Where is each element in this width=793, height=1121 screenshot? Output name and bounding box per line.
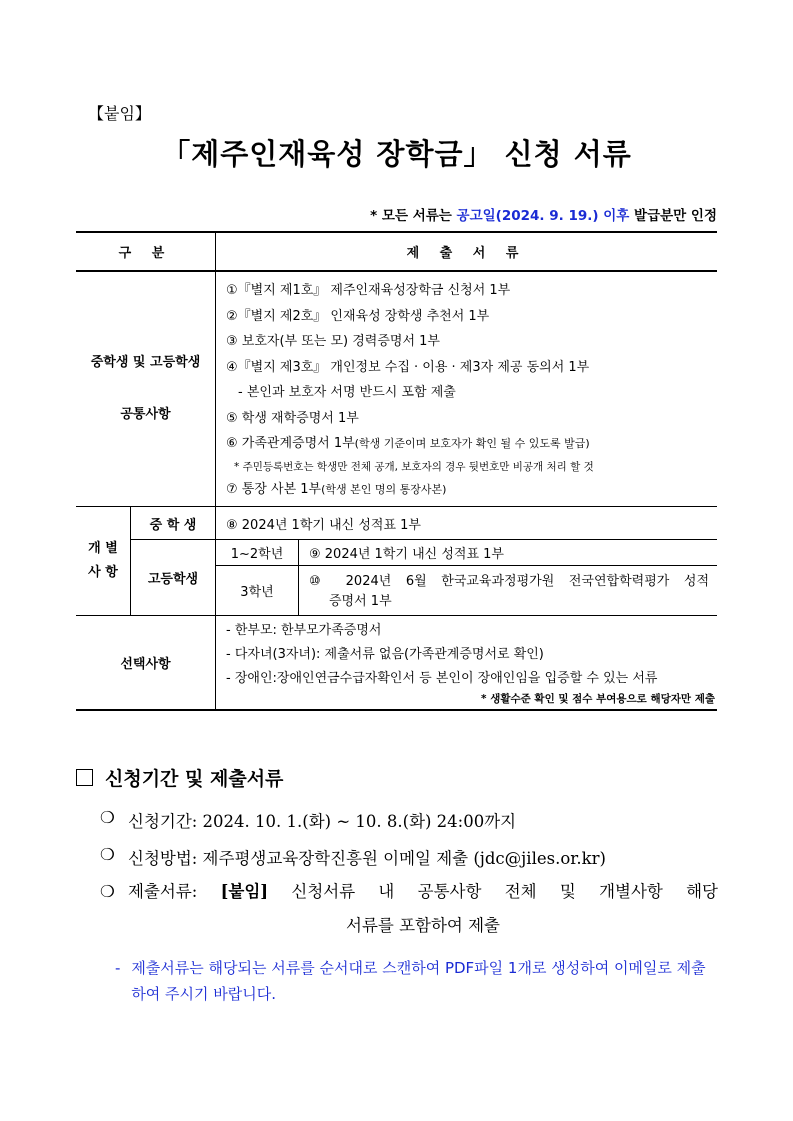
list-item: - 한부모: 한부모가족증명서 (226, 623, 382, 638)
common-label: 중학생 및 고등학생 공통사항 (76, 271, 216, 507)
documents-table (76, 231, 717, 711)
circle-bullet-icon: ❍ (100, 882, 115, 901)
section-heading: 신청기간 및 제출서류 (76, 764, 283, 791)
issue-date-notice: * 모든 서류는 공고일(2024. 9. 19.) 이후 발급분만 인정 (370, 208, 717, 224)
common-row (76, 271, 717, 507)
grade-3: 3학년 (216, 566, 299, 616)
checkbox-icon (76, 769, 93, 786)
high-school-row-1 (76, 540, 717, 566)
optional-items (216, 616, 718, 711)
middle-school-label: 중 학 생 (131, 507, 216, 540)
circle-bullet-icon: ❍ (100, 845, 115, 864)
list-item-note: * 주민등록번호는 학생만 전체 공개, 보호자의 경우 뒷번호만 비공개 처리 할 것 (234, 460, 594, 473)
attachment-label: 【붙임】 (88, 104, 151, 123)
list-item: - 본인과 보호자 서명 반드시 포함 제출 (238, 385, 456, 400)
list-item: ④『별지 제3호』 개인정보 수집 · 이용 · 제3자 제공 동의서 1부 (226, 359, 590, 375)
grade-3-item: ⑩ 2024년 6월 한국교육과정평가원 전국연합학력평가 성적 증명서 1부 (299, 566, 718, 616)
method-line: ❍ 신청방법: 제주평생교육장학진흥원 이메일 제출 (jdc@jiles.or.kr) (100, 845, 606, 868)
middle-school-row (76, 507, 717, 540)
list-item: - 다자녀(3자녀): 제출서류 없음(가족관계증명서로 확인) (226, 647, 544, 662)
optional-label: 선택사항 (76, 616, 216, 711)
header-category: 구 분 (76, 232, 216, 271)
header-documents: 제 출 서 류 (216, 232, 718, 271)
optional-row (76, 616, 717, 711)
grade-1-2: 1~2학년 (216, 540, 299, 566)
individual-label: 개 별 사 항 (76, 507, 131, 616)
list-item: ⑤ 학생 재학증명서 1부 (226, 410, 359, 426)
page-title: 「제주인재육성 장학금」 신청 서류 (161, 137, 632, 171)
high-school-label: 고등학생 (131, 540, 216, 616)
table-header (76, 232, 717, 271)
submission-note: - 제출서류는 해당되는 서류를 순서대로 스캔하여 PDF파일 1개로 생성하여 이메일로 제출하여 주시기 바랍니다. (115, 959, 706, 1003)
list-item: ⑦ 통장 사본 1부(학생 본인 명의 통장사본) (226, 481, 447, 497)
circle-bullet-icon: ❍ (100, 808, 115, 827)
list-item: - 장애인: 장애인연금수급자확인서 등 본인이 장애인임을 입증할 수 있는 서류 (226, 671, 658, 686)
docs-line: ❍ 제출서류: [붙임] 신청서류 내 공통사항 전체 및 개별사항 해당 서류를 포함하여 제출 (100, 882, 718, 943)
list-item: ①『별지 제1호』 제주인재육성장학금 신청서 1부 (226, 283, 511, 298)
list-item: ②『별지 제2호』 인재육성 장학생 추천서 1부 (226, 308, 490, 324)
list-item: ⑥ 가족관계증명서 1부(학생 기준이며 보호자가 확인 될 수 있도록 발급) (226, 436, 590, 451)
common-items (216, 271, 718, 507)
period-line: ❍ 신청기간: 2024. 10. 1.(화) ~ 10. 8.(화) 24:00까지 (100, 808, 517, 831)
list-item: ③ 보호자(부 또는 모) 경력증명서 1부 (226, 334, 440, 349)
optional-footnote: * 생활수준 확인 및 점수 부여용으로 해당자만 제출 (481, 693, 715, 705)
middle-school-item: ⑧ 2024년 1학기 내신 성적표 1부 (216, 507, 718, 540)
grade-1-2-item: ⑨ 2024년 1학기 내신 성적표 1부 (299, 540, 718, 566)
